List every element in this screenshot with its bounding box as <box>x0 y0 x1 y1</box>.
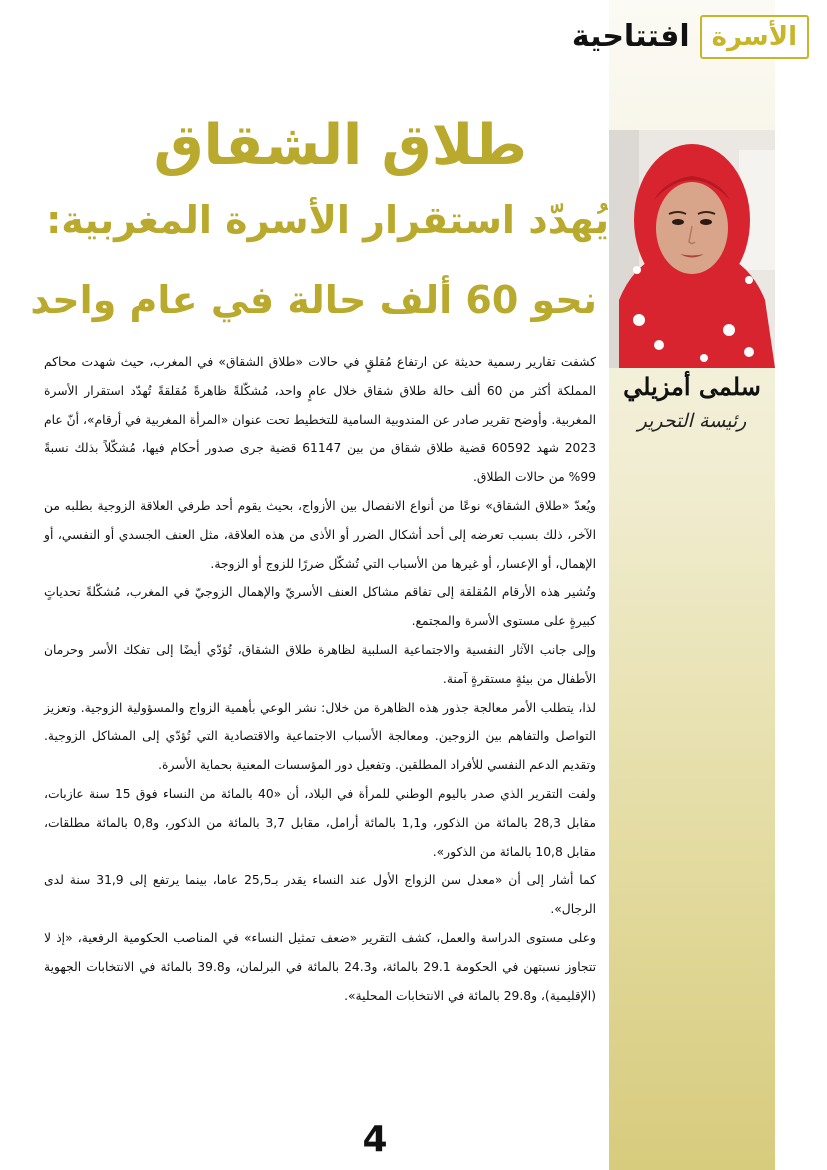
article-paragraph: وإلى جانب الآثار النفسية والاجتماعية السلبية لظاهرة طلاق الشقاق، تُؤدّي أيضًا إلى تفكك الأسر وحرمان الأطفال من بيئةٍ مستقرةٍ آمنة. <box>44 642 596 686</box>
author-portrait-illustration <box>609 130 775 368</box>
author-name: سلمى أمزيلي <box>623 372 761 401</box>
article-title: طلاق الشقاق <box>153 113 527 178</box>
section-label: افتتاحية <box>571 19 690 54</box>
article-paragraph: كما أشار إلى أن «معدل سن الزواج الأول عند النساء يقدر بـ25,5 عاما، بينما يرتفع إلى 31,9 سنة لدى الرجال». <box>44 873 596 917</box>
author-role: رئيسة التحرير <box>637 410 747 432</box>
magazine-header <box>572 14 809 60</box>
author-photo <box>609 130 775 368</box>
article-paragraph: كشفت تقارير رسمية حديثة عن ارتفاع مُقلقٍ في حالات «طلاق الشقاق» في المغرب، حيث شهدت محاكم المملكة أكثر من 60 ألف حالة طلاق شقاق خلال عامٍ واحد، مُشكّلةً ظاهرةً مُقلقةً تُهدّد استقرار الأسرة المغربية. وأوضح تقرير صادر عن المندوبية السامية للتخطيط تحت عنوان «المرأة المغربية في أرقام»، أنّ عام 2023 شهد 60592 قضية طلاق شقاق من بين 61147 قضية جرى صدور أحكام فيها، مُشكّلاً بذلك نسبةً 99% من حالات الطلاق. <box>44 355 597 485</box>
article-paragraph: لذا، يتطلب الأمر معالجة جذور هذه الظاهرة من خلال: نشر الوعي بأهمية الزواج والمسؤولية الزوجية. وتعزيز التواصل والتفاهم بين الزوجين. ومعالجة الأسباب الاجتماعية والاقتصادية التي تُؤدّي إلى المشاكل الزوجية. وتقديم الدعم النفسي للأفراد المطلقين. وتفعيل دور المؤسسات المعنية بحماية الأسرة. <box>44 700 596 773</box>
logo-text: الأسرة <box>711 22 797 52</box>
article-paragraph: وتُشير هذه الأرقام المُقلقة إلى تفاقم مشاكل العنف الأسريّ والإهمال الزوجيّ في المغرب، مُشكّلةً تحدياتٍ كبيرةٍ على مستوى الأسرة والمجتمع. <box>44 585 596 629</box>
article-body <box>44 348 596 1010</box>
article-paragraph: ولفت التقرير الذي صدر باليوم الوطني للمرأة في البلاد، أن «40 بالمائة من النساء فوق 15 سنة عازبات، مقابل 28,3 بالمائة من الذكور، و1,1 بالمائة أرامل، مقابل 3,7 بالمائة من الذكور، و0,8 بالمائة مطلقات، مقابل 10,8 بالمائة من الذكور». <box>44 786 596 859</box>
article-paragraph: ويُعدّ «طلاق الشقاق» نوعًا من أنواع الانفصال بين الأزواج، بحيث يقوم أحد طرفي العلاقة الزوجية بطلبه من الآخر، ذلك بسبب تعرضه إلى أحد أشكال الضرر أو الأذى من هذه العلاقة، مثل العنف الجسدي أو النفسي، أو الإهمال، أو الإعسار، أو غيرها من الأسباب التي تُشكّل ضررًا للزوج أو الزوجة. <box>44 498 596 571</box>
page-number: 4 <box>362 1119 388 1160</box>
article-subtitle-line1: يُهدّد استقرار الأسرة المغربية: <box>46 198 609 242</box>
article-subtitle-line2: نحو 60 ألف حالة في عام واحد <box>30 278 597 322</box>
article-paragraph: وعلى مستوى الدراسة والعمل، كشف التقرير «ضعف تمثيل النساء» في المناصب الحكومية الرفعية، «إذ لا تتجاوز نسبتهن في الحكومة 29.1 بالمائة، و24.3 بالمائة في البرلمان، و39.8 بالمائة في الانتخابات الجهوية (الإقليمية)، و29.8 بالمائة في الانتخابات المحلية». <box>44 930 597 1003</box>
magazine-logo <box>700 15 809 59</box>
